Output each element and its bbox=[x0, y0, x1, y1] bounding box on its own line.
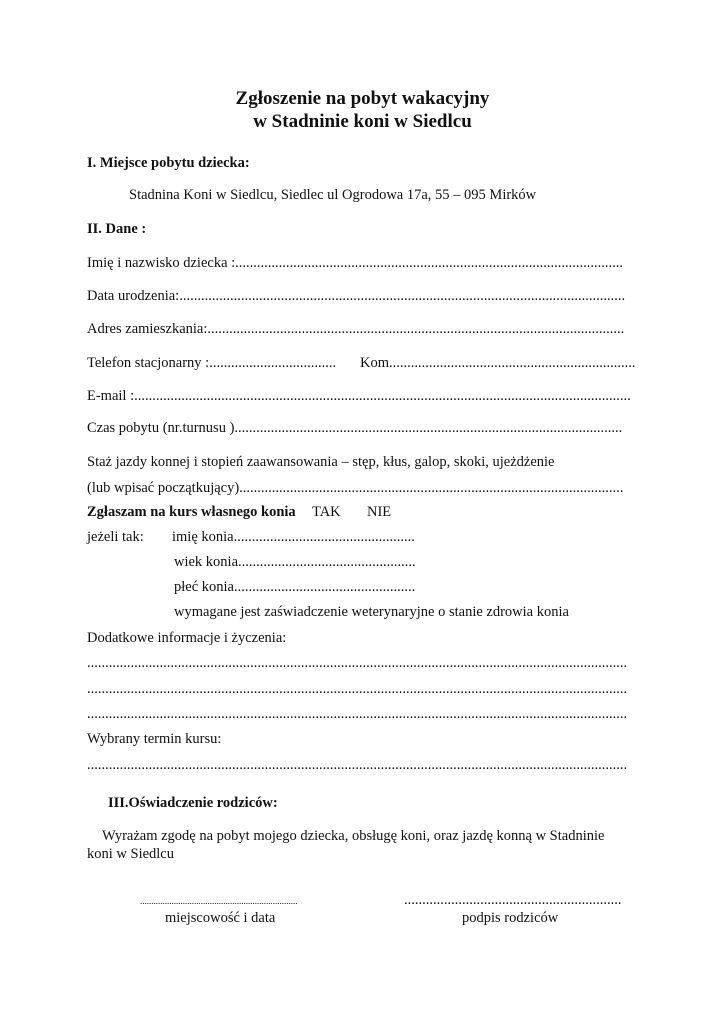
option-no[interactable]: NIE bbox=[367, 504, 392, 520]
additional-info-line-2[interactable]: ..................................................................................................................................................... bbox=[87, 681, 628, 697]
form-title-line1: Zgłoszenie na pobyt wakacyjny bbox=[235, 88, 490, 109]
course-date-field[interactable]: ..................................................................................................................................................... bbox=[87, 757, 628, 773]
home-address-field[interactable]: Adres zamieszkania:................................................................................................................... bbox=[87, 321, 625, 337]
parents-signature-line[interactable]: ............................................................ bbox=[404, 892, 622, 908]
landline-phone-field[interactable]: Telefon stacjonarny :................................... bbox=[87, 355, 337, 371]
section1-heading: I. Miejsce pobytu dziecka: bbox=[87, 155, 250, 171]
course-date-label: Wybrany termin kursu: bbox=[87, 731, 222, 747]
parents-signature-label: podpis rodziców bbox=[462, 910, 559, 926]
own-horse-course-label: Zgłaszam na kurs własnego konia bbox=[87, 504, 296, 520]
additional-info-line-1[interactable]: ..................................................................................................................................................... bbox=[87, 655, 628, 671]
birth-date-field[interactable]: Data urodzenia:........................................................................................................................... bbox=[87, 288, 626, 304]
riding-experience-label: Staż jazdy konnej i stopień zaawansowania – stęp, kłus, galop, skoki, ujeżdżenie bbox=[87, 454, 555, 470]
place-date-label: miejscowość i data bbox=[165, 910, 276, 926]
vet-certificate-note: wymagane jest zaświadczenie weterynaryjne o stanie zdrowia konia bbox=[174, 604, 569, 620]
consent-text-line2: koni w Siedlcu bbox=[87, 846, 174, 862]
email-field[interactable]: E-mail :......................................................................................................................................... bbox=[87, 388, 631, 404]
section2-heading: II. Dane : bbox=[87, 221, 147, 237]
horse-age-field[interactable]: wiek konia................................................. bbox=[174, 554, 416, 570]
additional-info-line-3[interactable]: ..................................................................................................................................................... bbox=[87, 706, 628, 722]
riding-experience-field[interactable]: (lub wpisać początkujący).......................................................................................................... bbox=[87, 480, 624, 496]
mobile-phone-field[interactable]: Kom.................................................................... bbox=[360, 355, 636, 371]
option-yes[interactable]: TAK bbox=[312, 504, 341, 520]
additional-info-label: Dodatkowe informacje i życzenia: bbox=[87, 630, 287, 646]
consent-text-line1: Wyrażam zgodę na pobyt mojego dziecka, obsługę koni, oraz jazdę konną w Stadninie bbox=[102, 828, 605, 844]
stay-address: Stadnina Koni w Siedlcu, Siedlec ul Ogrodowa 17a, 55 – 095 Mirków bbox=[129, 187, 537, 203]
horse-sex-field[interactable]: płeć konia.................................................. bbox=[174, 579, 416, 595]
if-yes-label: jeżeli tak: bbox=[87, 529, 144, 545]
place-date-signature-line[interactable]: ...................................................................... bbox=[140, 896, 298, 906]
form-title-line2: w Stadninie koni w Siedlcu bbox=[253, 111, 472, 132]
section3-heading: III.Oświadczenie rodziców: bbox=[108, 795, 278, 811]
stay-time-field[interactable]: Czas pobytu (nr.turnusu )........................................................................................................... bbox=[87, 420, 623, 436]
child-name-field[interactable]: Imię i nazwisko dziecka :........................................................................................................... bbox=[87, 255, 624, 271]
horse-name-field[interactable]: imię konia.................................................. bbox=[172, 529, 415, 545]
